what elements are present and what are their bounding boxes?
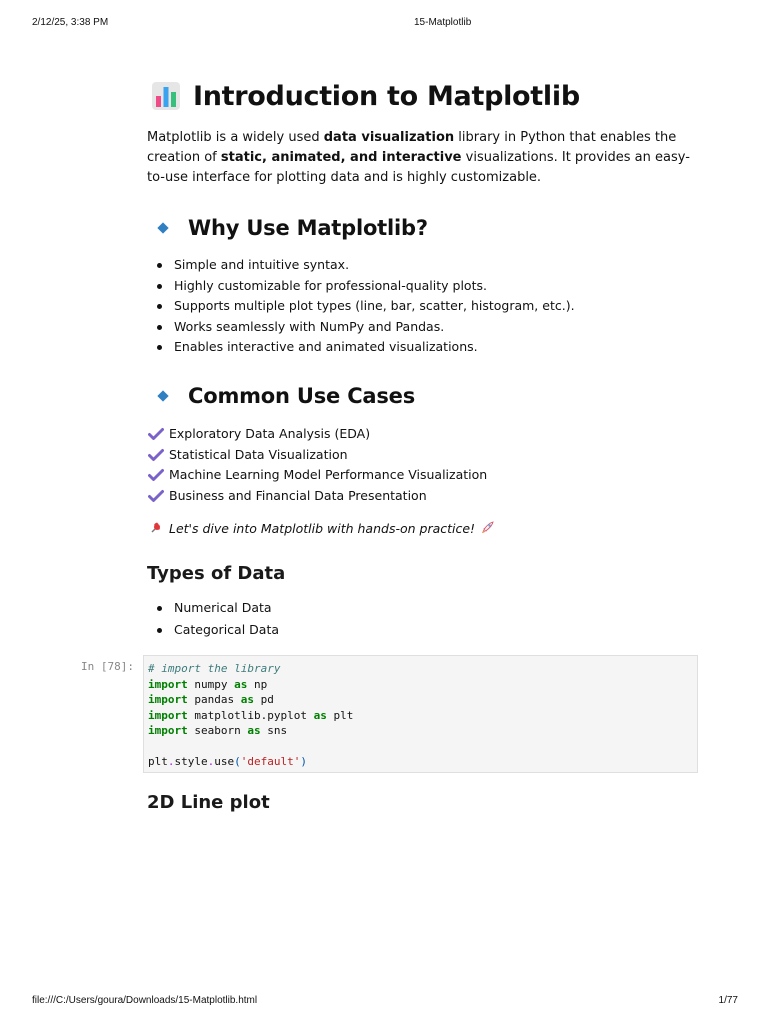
code-module: numpy <box>194 677 228 691</box>
cta-text: Let's dive into Matplotlib with hands-on practice! <box>169 520 476 536</box>
list-item-text: Categorical Data <box>174 622 279 637</box>
line-plot-heading: 2D Line plot <box>147 792 270 813</box>
list-item <box>147 424 487 445</box>
code-paren: ( <box>234 755 241 768</box>
types-of-data-heading: Types of Data <box>147 563 286 584</box>
diamond-icon <box>157 390 168 401</box>
list-item <box>147 486 487 507</box>
code-alias: pd <box>260 693 274 706</box>
code-alias: np <box>254 677 268 691</box>
list-item-text: Business and Financial Data Presentation <box>169 487 427 503</box>
list-item-text: Exploratory Data Analysis (EDA) <box>169 426 371 441</box>
page-title <box>147 76 580 116</box>
code-keyword: import <box>148 708 188 722</box>
code-keyword: import <box>148 724 188 737</box>
list-item <box>147 619 279 641</box>
code-keyword: import <box>148 693 188 706</box>
intro-text: library in Python that enables the creation of <box>147 130 677 165</box>
check-icon <box>148 468 164 482</box>
code-keyword: as <box>247 724 261 737</box>
intro-bold-text: data visualization <box>323 130 455 145</box>
code-keyword: as <box>313 708 327 722</box>
list-item-text: Enables interactive and animated visualizations. <box>174 339 478 354</box>
cta-line <box>147 518 494 538</box>
code-function: use <box>214 755 235 768</box>
code-module: pandas <box>194 693 235 706</box>
print-title: 15-Matplotlib <box>414 17 472 28</box>
check-icon <box>148 448 164 462</box>
bullet-icon <box>157 325 162 330</box>
code-operator: . <box>207 755 215 768</box>
list-item-text: Works seamlessly with NumPy and Pandas. <box>174 318 445 334</box>
code-module: matplotlib.pyplot <box>194 708 307 722</box>
list-item <box>147 255 575 276</box>
print-page-number: 1/77 <box>718 995 738 1006</box>
title-text: Introduction to Matplotlib <box>193 80 580 112</box>
code-cell[interactable] <box>143 655 698 773</box>
bullet-icon <box>157 284 162 289</box>
list-item <box>147 276 575 297</box>
check-icon <box>148 427 164 441</box>
why-heading-text: Why Use Matplotlib? <box>188 216 428 240</box>
print-datetime: 2/12/25, 3:38 PM <box>32 17 109 28</box>
code-alias: sns <box>267 724 288 737</box>
check-icon <box>148 489 164 503</box>
pushpin-icon <box>149 521 163 535</box>
why-heading <box>147 213 428 243</box>
list-item <box>147 337 575 358</box>
code-module: seaborn <box>194 724 241 737</box>
types-of-data-list <box>147 597 279 641</box>
bullet-icon <box>157 606 162 611</box>
code-keyword: as <box>234 677 248 691</box>
list-item-text: Machine Learning Model Performance Visualization <box>169 467 488 482</box>
rocket-icon <box>480 521 494 535</box>
code-attr: style <box>174 755 208 768</box>
why-list <box>147 255 575 358</box>
bullet-icon <box>157 304 162 309</box>
use-cases-list <box>147 424 487 506</box>
code-operator: . <box>167 755 175 768</box>
code-keyword: import <box>148 677 188 691</box>
print-file-path: file:///C:/Users/goura/Downloads/15-Matplotlib.html <box>32 995 258 1006</box>
bullet-icon <box>157 345 162 350</box>
code-block <box>144 656 697 770</box>
list-item-text: Highly customizable for professional-quality plots. <box>174 277 487 293</box>
intro-text: visualizations. It provides an easy-to-use interface for plotting data and is highly customizable. <box>147 150 690 185</box>
list-item-text: Supports multiple plot types (line, bar, scatter, histogram, etc.). <box>174 298 575 313</box>
list-item-text: Statistical Data Visualization <box>169 446 348 462</box>
code-alias: plt <box>333 708 354 722</box>
list-item <box>147 465 487 486</box>
list-item <box>147 296 575 317</box>
list-item <box>147 445 487 466</box>
bar-chart-icon <box>151 81 181 111</box>
intro-paragraph <box>147 128 700 188</box>
use-cases-heading-text: Common Use Cases <box>188 384 416 408</box>
intro-text: Matplotlib is a widely used <box>147 130 324 145</box>
use-cases-heading <box>147 381 415 411</box>
bullet-icon <box>157 263 162 268</box>
bullet-icon <box>157 628 162 633</box>
cell-prompt: In [78]: <box>81 660 134 673</box>
list-item <box>147 317 575 338</box>
code-object: plt <box>148 755 168 768</box>
code-comment: # import the library <box>148 662 281 675</box>
list-item <box>147 597 279 619</box>
list-item-text: Simple and intuitive syntax. <box>174 257 350 272</box>
list-item-text: Numerical Data <box>174 600 272 615</box>
intro-bold-text: static, animated, and interactive <box>220 150 462 165</box>
code-string: 'default' <box>240 755 301 768</box>
diamond-icon <box>157 222 168 233</box>
code-keyword: as <box>240 693 254 706</box>
code-paren: ) <box>300 755 307 768</box>
